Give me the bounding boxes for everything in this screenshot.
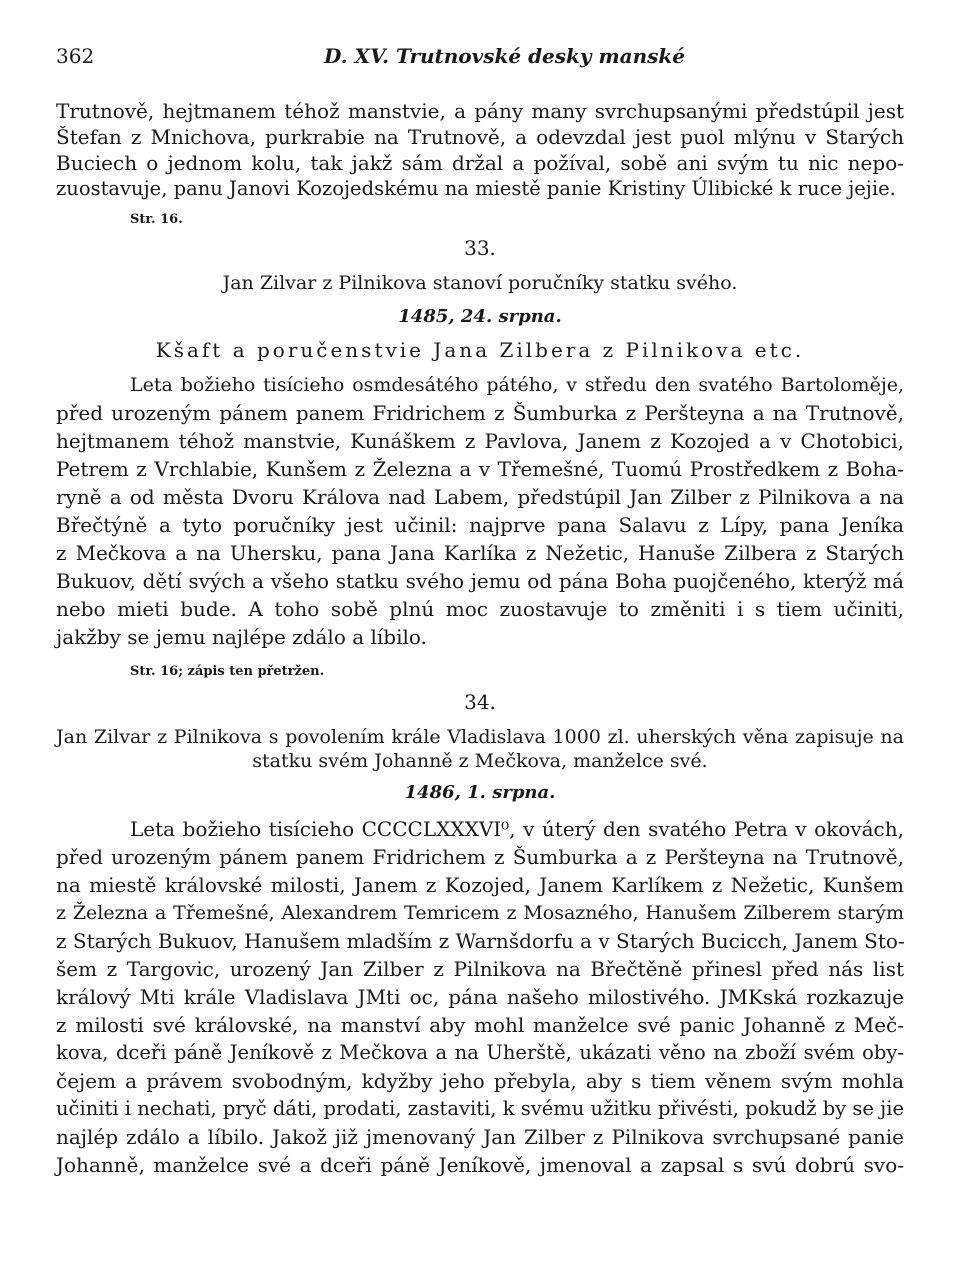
text-line: Leta božieho tisícieho CCCCLXXXVI⁰, v úterý den svatého Petra v okovách, bbox=[130, 817, 904, 841]
text-line: jakžby se jemu najlépe zdálo a líbilo. bbox=[56, 625, 427, 649]
text-line: před urozeným pánem panem Fridrichem z Šumburka z Peršteyna a na Trutnově, bbox=[56, 401, 904, 425]
text-line: kova, dceři páně Jeníkově z Mečkova a na Uherště, ukázati věno na zboží svém oby- bbox=[56, 1041, 904, 1064]
source-note: Str. 16; zápis ten přetržen. bbox=[130, 664, 325, 679]
text-line: učiniti i nechati, pryč dáti, prodati, zastaviti, k svému užitku přivésti, pokudž by se jie bbox=[56, 1097, 904, 1120]
text-line: králový Mti krále Vladislava JMti oc, pána našeho milostivého. JMKská rozkazuje bbox=[56, 985, 904, 1009]
page-number: 362 bbox=[56, 44, 95, 68]
text-line: z milosti své královské, na manství aby mohl manželce své panic Johanně z Meč- bbox=[56, 1013, 904, 1037]
text-line: čejem a právem svobodným, kdyžby jeho přebyla, aby s tiem věnem svým mohla bbox=[56, 1069, 904, 1093]
text-line: z Mečkova a na Uhersku, pana Jana Karlíka z Nežetic, Hanuše Zilbera z Starých bbox=[56, 541, 904, 565]
text-line: Štefan z Mnichova, purkrabie na Trutnově, a odevzdal jest puol mlýnu v Starých bbox=[56, 125, 904, 149]
entry-number: 34. bbox=[464, 690, 496, 714]
text-line: Leta božieho tisícieho osmdesátého pátého, v středu den svatého Bartoloměje, bbox=[130, 374, 904, 396]
entry-date: 1486, 1. srpna. bbox=[404, 782, 556, 803]
text-line: zuostavuje, panu Janovi Kozojedskému na miestě panie Kristiny Úlibické k ruce jejie. bbox=[56, 177, 896, 200]
text-line: Petrem z Vrchlabie, Kunšem z Železna a v Třemešné, Tuomú Prostředkem z Boha- bbox=[56, 457, 904, 481]
text-line: najlép zdálo a líbilo. Jakož již jmenovaný Jan Zilber z Pilnikova svrchupsané panie bbox=[56, 1125, 904, 1149]
source-note: Str. 16. bbox=[130, 212, 183, 227]
text-line: z Starých Bukuov, Hanušem mladším z Warnšdorfu a v Starých Bucicch, Janem Sto- bbox=[56, 929, 905, 953]
entry-summary: Jan Zilvar z Pilnikova s povolením krále Vladislava 1000 zl. uherských věna zapisuje na bbox=[56, 726, 904, 748]
text-line: Bukuov, dětí svých a všeho statku svého jemu od pána Boha puojčeného, kterýž má bbox=[56, 569, 904, 593]
text-line: Trutnově, hejtmanem téhož manstvie, a pány many svrchupsanými předstúpil jest bbox=[56, 99, 904, 123]
text-line: na miestě královské milosti, Janem z Kozojed, Janem Karlíkem z Nežetic, Kunšem bbox=[56, 873, 904, 897]
entry-number: 33. bbox=[464, 236, 496, 260]
running-title: D. XV. Trutnovské desky manské bbox=[324, 44, 685, 68]
text-line: Johanně, manželce své a dceři páně Jeníkově, jmenoval a zapsal s svú dobrú svo- bbox=[56, 1153, 904, 1177]
text-line: hejtmanem téhož manstvie, Kunáškem z Pavlova, Janem z Kozojed a v Chotobici, bbox=[56, 429, 904, 453]
text-line: z Železna a Třemešné, Alexandrem Temricem z Mosazného, Hanušem Zilberem starým bbox=[56, 902, 904, 924]
text-line: ryně a od města Dvoru Králova nad Labem, předstúpil Jan Zilber z Pilnikova a na bbox=[56, 485, 904, 509]
text-line: Buciech o jednom kolu, tak jakž sám držal a požíval, sobě ani svým tu nic nepo- bbox=[56, 151, 904, 175]
entry-date: 1485, 24. srpna. bbox=[398, 306, 562, 327]
entry-summary: Jan Zilvar z Pilnikova stanoví poručníky statku svého. bbox=[222, 272, 738, 294]
document-title: Kšaft a poručenstvie Jana Zilbera z Pilnikova etc. bbox=[155, 338, 805, 362]
text-line: nebo mieti bude. A toho sobě plnú moc zuostavuje to změniti i s tiem učiniti, bbox=[56, 597, 904, 621]
page-header bbox=[56, 44, 904, 74]
text-line: šem z Targovic, urozený Jan Zilber z Pilnikova na Břečtěně přinesl před nás list bbox=[56, 957, 904, 981]
text-line: Břečtýně a tyto poručníky jest učinil: najprve pana Salavu z Lípy, pana Jeníka bbox=[56, 513, 904, 537]
text-line: před urozeným pánem panem Fridrichem z Šumburka a z Peršteyna na Trutnově, bbox=[56, 845, 904, 869]
entry-summary: statku svém Johanně z Mečkova, manželce své. bbox=[252, 750, 708, 772]
